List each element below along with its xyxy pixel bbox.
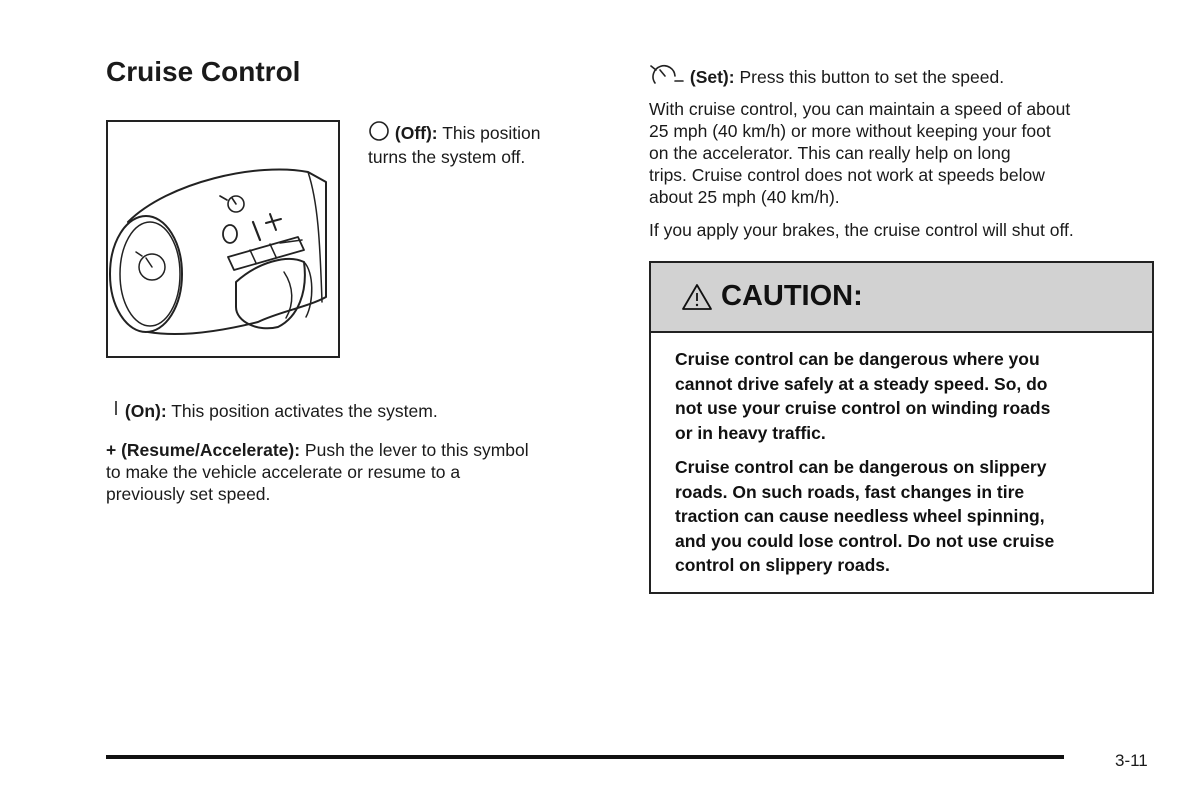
caution-p1-line4: or in heavy traffic. — [675, 422, 826, 443]
caution-p2-line3: traction can cause needless wheel spinning, — [675, 506, 1045, 526]
caution-header — [651, 263, 1152, 333]
off-label: (Off): — [394, 123, 438, 143]
caution-body — [675, 347, 1135, 588]
on-description — [112, 400, 438, 425]
caution-paragraph-1 — [675, 347, 1135, 445]
paragraph-1-line2: 25 mph (40 km/h) or more without keeping your foot — [649, 121, 1051, 141]
set-text: Press this button to set the speed. — [739, 67, 1005, 87]
off-text-line2: turns the system off. — [368, 147, 526, 167]
caution-p1-line3: not use your cruise control on winding roads — [675, 398, 1051, 418]
set-label: (Set): — [689, 67, 735, 87]
paragraph-1-line5: about 25 mph (40 km/h). — [649, 187, 840, 207]
cruise-control-lever-illustration — [106, 120, 340, 358]
caution-p2-line1: Cruise control can be dangerous on slippery — [675, 457, 1047, 477]
resume-text-line1: Push the lever to this symbol — [304, 440, 529, 460]
paragraph-1-line3: on the accelerator. This can really help on long — [649, 143, 1011, 163]
caution-p2-line5: control on slippery roads. — [675, 555, 890, 575]
caution-title: CAUTION: — [721, 280, 863, 312]
caution-p1-line2: cannot drive safely at a steady speed. So, do — [675, 373, 1048, 394]
caution-box — [649, 261, 1154, 594]
vertical-bar-on-icon — [112, 400, 120, 425]
off-text-line1: This position — [442, 123, 541, 143]
resume-description — [106, 440, 529, 461]
caution-p2-line2: roads. On such roads, fast changes in tire — [675, 481, 1025, 502]
resume-text-line3: previously set speed. — [106, 484, 271, 504]
on-label: (On): — [124, 401, 167, 421]
circle-off-icon — [368, 120, 390, 147]
resume-text-line2: to make the vehicle accelerate or resume to a — [106, 462, 461, 482]
caution-paragraph-2 — [675, 455, 1135, 578]
footer-rule — [106, 755, 1064, 759]
speedometer-set-icon — [649, 64, 685, 91]
set-description — [649, 64, 1004, 91]
resume-label: + (Resume/Accelerate): — [106, 440, 301, 460]
on-text: This position activates the system. — [171, 401, 438, 421]
page-number: 3-11 — [1115, 751, 1148, 770]
paragraph-1-line1: With cruise control, you can maintain a speed of about — [649, 99, 1071, 119]
paragraph-2: If you apply your brakes, the cruise control will shut off. — [649, 220, 1074, 240]
caution-p2-line4: and you could lose control. Do not use cruise — [675, 530, 1055, 551]
warning-triangle-icon — [681, 283, 713, 316]
off-description — [368, 120, 540, 147]
caution-p1-line1: Cruise control can be dangerous where you — [675, 349, 1040, 369]
paragraph-1-line4: trips. Cruise control does not work at speeds below — [649, 165, 1045, 185]
page-title: Cruise Control — [106, 56, 301, 87]
